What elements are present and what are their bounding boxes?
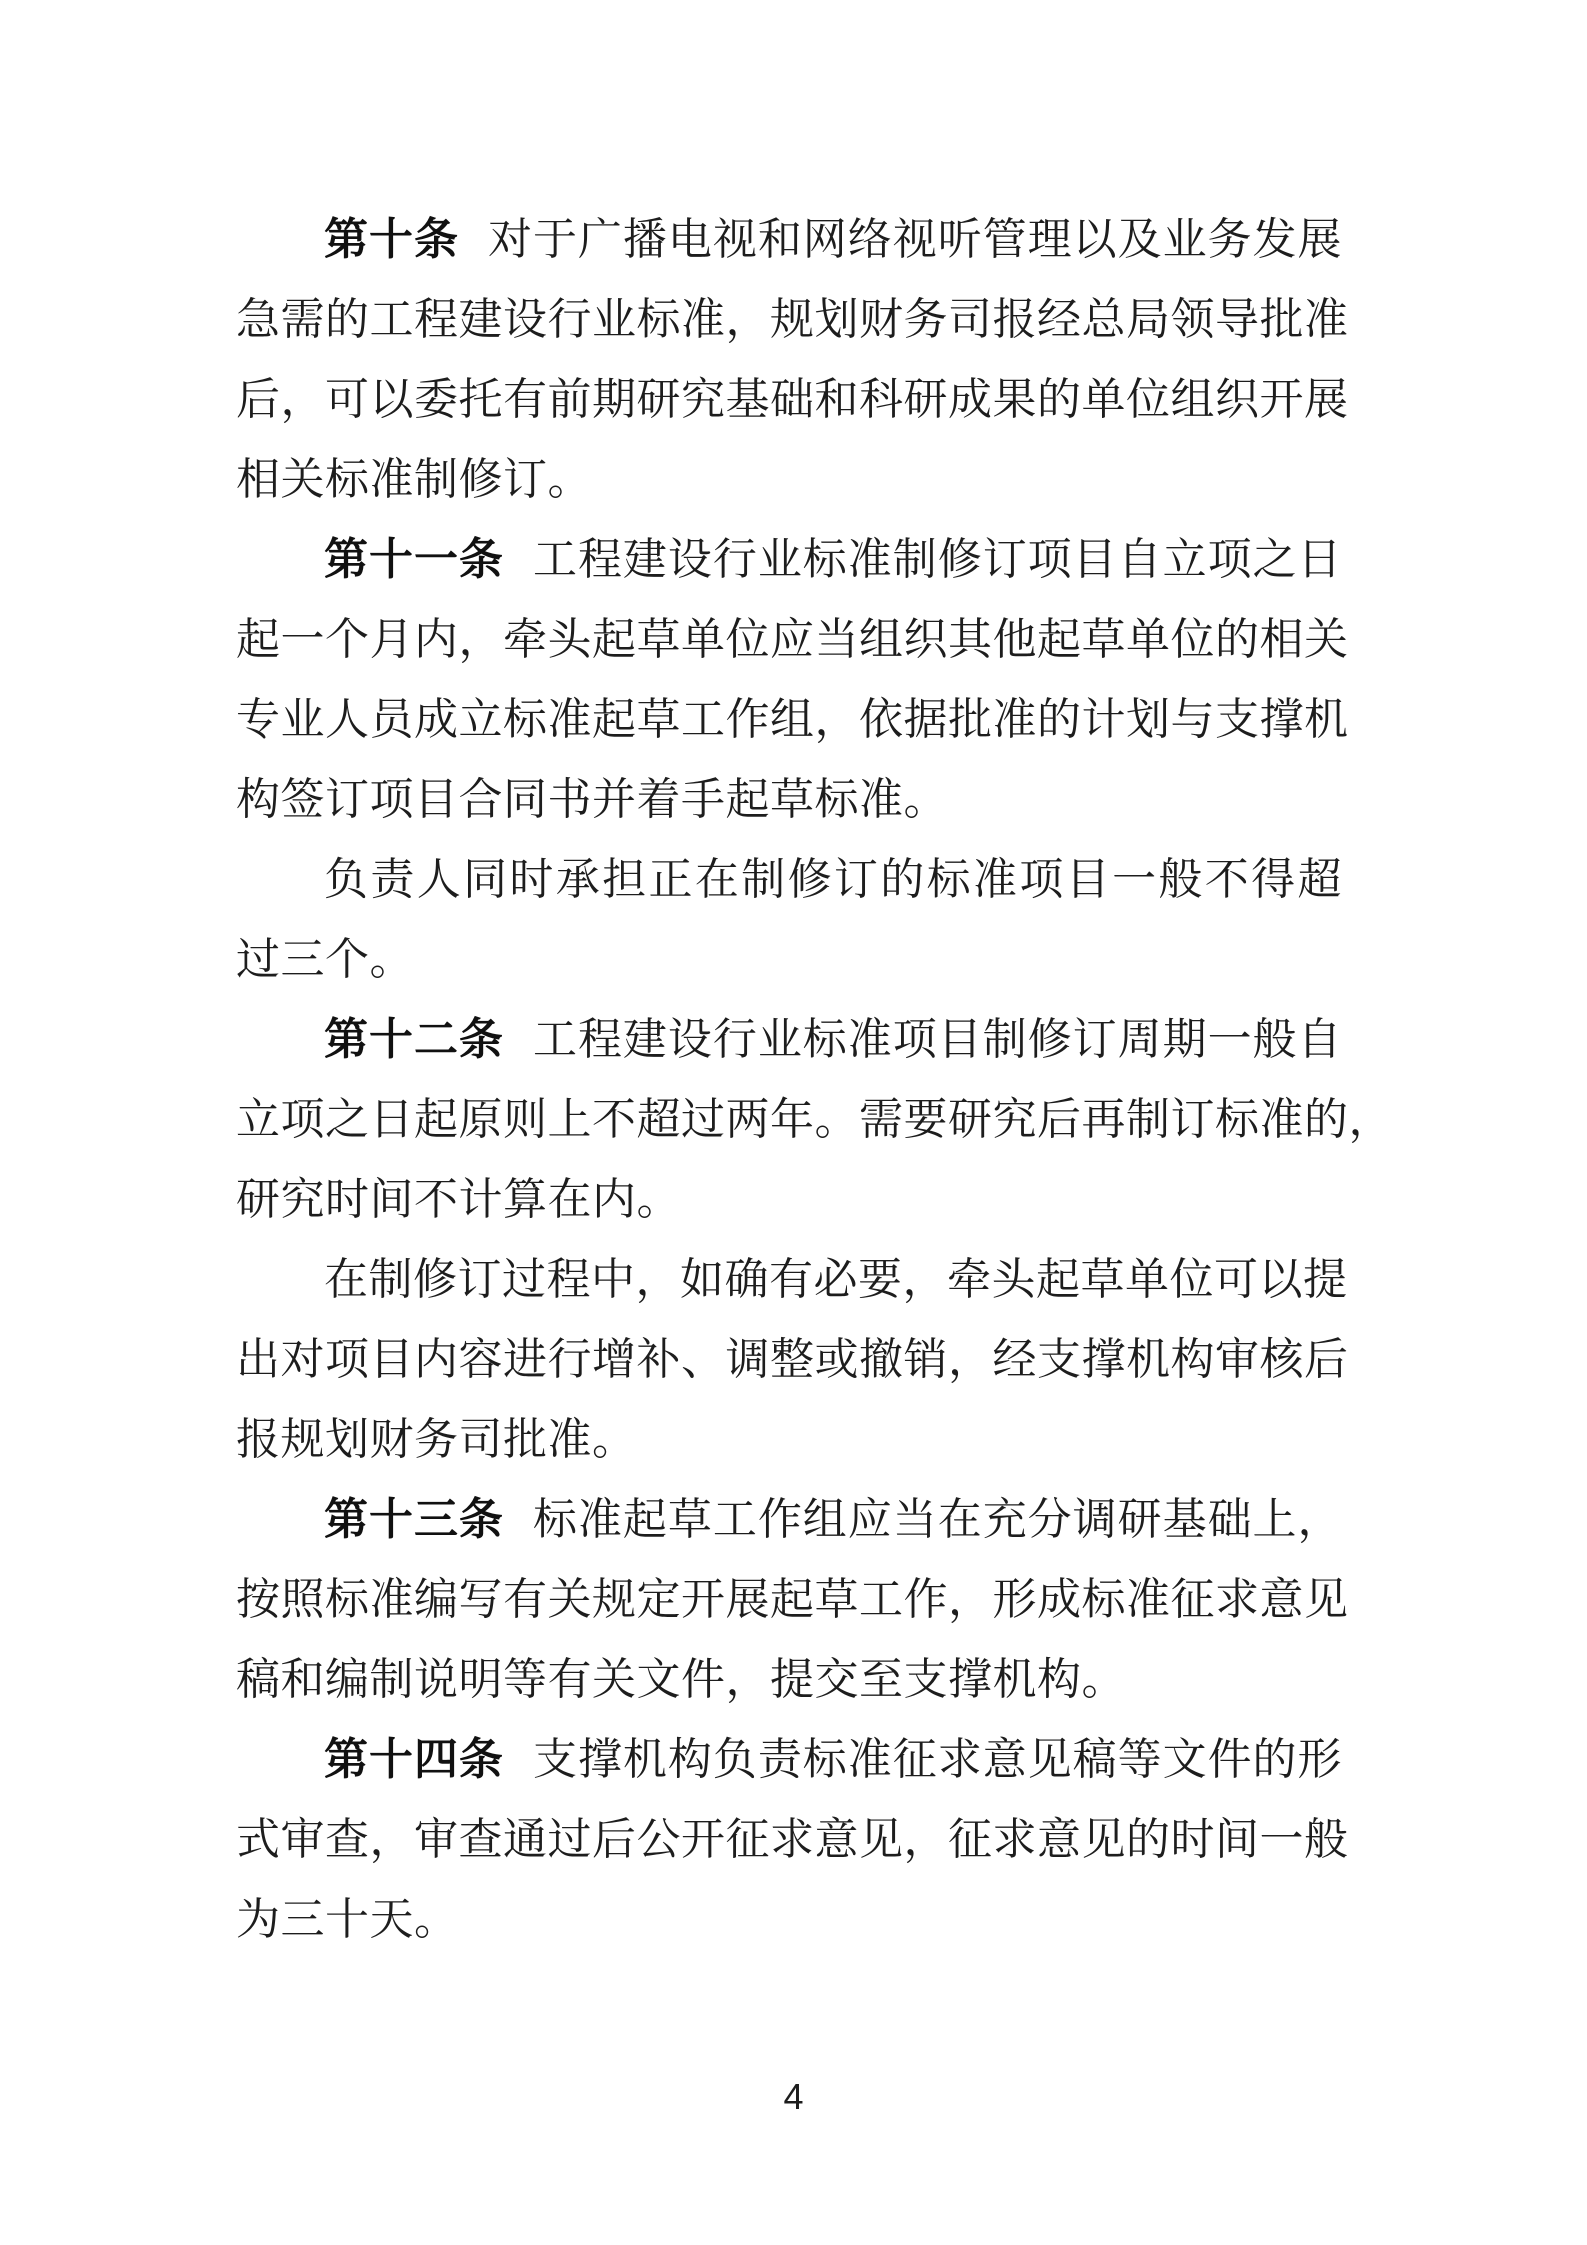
text-line: 过三个。 <box>236 935 414 984</box>
document-body <box>236 200 1393 1960</box>
line-text: 标准起草工作组应当在充分调研基础上， <box>532 1495 1343 1544</box>
text-line: 研究时间不计算在内。 <box>236 1175 681 1224</box>
paragraph <box>236 1720 1349 1960</box>
text-line: 稿和编制说明等有关文件，提交至支撑机构。 <box>236 1655 1126 1704</box>
line-text: 工程建设行业标准制修订项目自立项之日 <box>532 535 1343 584</box>
article-number: 第十四条 <box>324 1735 504 1784</box>
line-text: 工程建设行业标准项目制修订周期一般自 <box>532 1015 1343 1064</box>
article-number: 第十条 <box>324 215 459 264</box>
line-text: 对于广播电视和网络视听管理以及业务发展 <box>487 215 1343 264</box>
paragraph <box>236 200 1349 520</box>
text-line: 报规划财务司批准。 <box>236 1415 637 1464</box>
text-line: 急需的工程建设行业标准，规划财务司报经总局领导批准 <box>236 295 1349 344</box>
text-line <box>236 1480 1342 1560</box>
page-number: 4 <box>783 2076 804 2117</box>
text-line <box>236 1720 1342 1800</box>
paragraph <box>236 1480 1349 1720</box>
text-line: 相关标准制修订。 <box>236 455 592 504</box>
paragraph <box>236 1000 1393 1240</box>
text-line <box>236 1000 1342 1080</box>
text-line: 负责人同时承担正在制修订的标准项目一般不得超 <box>324 855 1342 904</box>
text-line: 后，可以委托有前期研究基础和科研成果的单位组织开展 <box>236 375 1349 424</box>
paragraph <box>236 840 1342 1000</box>
text-line: 专业人员成立标准起草工作组，依据批准的计划与支撑机 <box>236 695 1349 744</box>
text-line: 起一个月内，牵头起草单位应当组织其他起草单位的相关 <box>236 615 1349 664</box>
line-text: 支撑机构负责标准征求意见稿等文件的形 <box>532 1735 1343 1784</box>
article-number: 第十一条 <box>324 535 504 584</box>
text-line: 立项之日起原则上不超过两年。需要研究后再制订标准的， <box>236 1095 1393 1144</box>
article-number: 第十三条 <box>324 1495 504 1544</box>
text-line: 为三十天。 <box>236 1895 459 1944</box>
article-number: 第十二条 <box>324 1015 504 1064</box>
text-line <box>236 520 1342 600</box>
paragraph <box>236 1240 1349 1480</box>
text-line: 出对项目内容进行增补、调整或撤销，经支撑机构审核后 <box>236 1335 1349 1384</box>
text-line: 在制修订过程中，如确有必要，牵头起草单位可以提 <box>324 1255 1348 1304</box>
text-line: 按照标准编写有关规定开展起草工作，形成标准征求意见 <box>236 1575 1349 1624</box>
text-line <box>236 200 1342 280</box>
text-line: 式审查，审查通过后公开征求意见，征求意见的时间一般 <box>236 1815 1349 1864</box>
paragraph <box>236 520 1349 840</box>
text-line: 构签订项目合同书并着手起草标准。 <box>236 775 948 824</box>
